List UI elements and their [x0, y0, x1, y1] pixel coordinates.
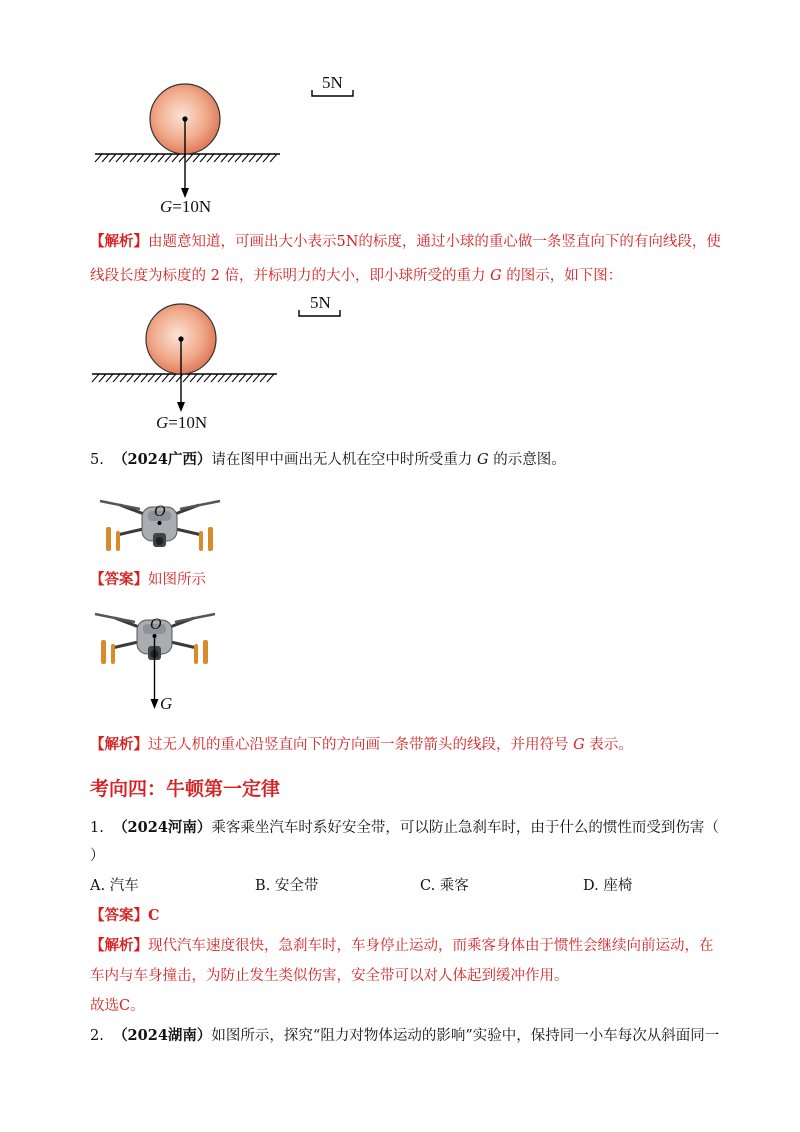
analysis-text-2: 线段长度为标度的 2 倍，并标明力的大小，即小球所受的重力 G 的图示，如下图：	[90, 268, 623, 284]
question-5: 5. （2024广西）请在图甲中画出无人机在空中时所受重力 G 的示意图。	[90, 451, 566, 468]
gravity-label: G=10N	[160, 197, 212, 216]
ground-surface	[92, 374, 277, 382]
drone-center-dot	[158, 521, 162, 525]
option-b: B. 安全带	[255, 878, 319, 894]
ground-surface	[95, 154, 280, 162]
center-label: O	[154, 503, 166, 520]
analysis-q1-line3: 故选C。	[90, 998, 145, 1014]
answer-1: 【答案】C	[90, 907, 160, 924]
option-a: A. 汽车	[90, 878, 139, 894]
drone-image-1	[92, 485, 227, 560]
gravity-label: G=10N	[156, 413, 208, 432]
center-label: O	[150, 616, 162, 633]
force-label: G	[160, 694, 173, 713]
scale-label: 5N	[310, 293, 331, 312]
ball-gravity-figure-2	[90, 290, 380, 440]
option-c: C. 乘客	[420, 878, 469, 894]
option-d: D. 座椅	[583, 878, 633, 894]
analysis-5: 【解析】过无人机的重心沿竖直向下的方向画一条带箭头的线段，并用符号 G 表示。	[90, 736, 633, 753]
analysis-q1-line2: 车内与车身撞击，为防止发生类似伤害，安全带可以对人体起到缓冲作用。	[90, 968, 569, 984]
question-2: 2. （2024湖南）如图所示，探究“阻力对物体运动的影响”实验中，保持同一小车每次从斜面同一	[90, 1027, 720, 1044]
analysis-text-1: 【解析】由题意知道，可画出大小表示5N的标度，通过小球的重心做一条竖直向下的有向线段，使	[90, 233, 721, 250]
answer-5: 【答案】如图所示	[90, 571, 206, 588]
section-title: 考向四：牛顿第一定律	[90, 778, 281, 800]
scale-label: 5N	[322, 73, 343, 92]
question-1-cont: ）	[90, 848, 105, 864]
question-1: 1. （2024河南）乘客乘坐汽车时系好安全带，可以防止急刹车时，由于什么的惯性而受到伤害（	[90, 819, 719, 836]
analysis-q1-line1: 【解析】现代汽车速度很快，急刹车时，车身停止运动，而乘客身体由于惯性会继续向前运动，在	[90, 937, 714, 954]
